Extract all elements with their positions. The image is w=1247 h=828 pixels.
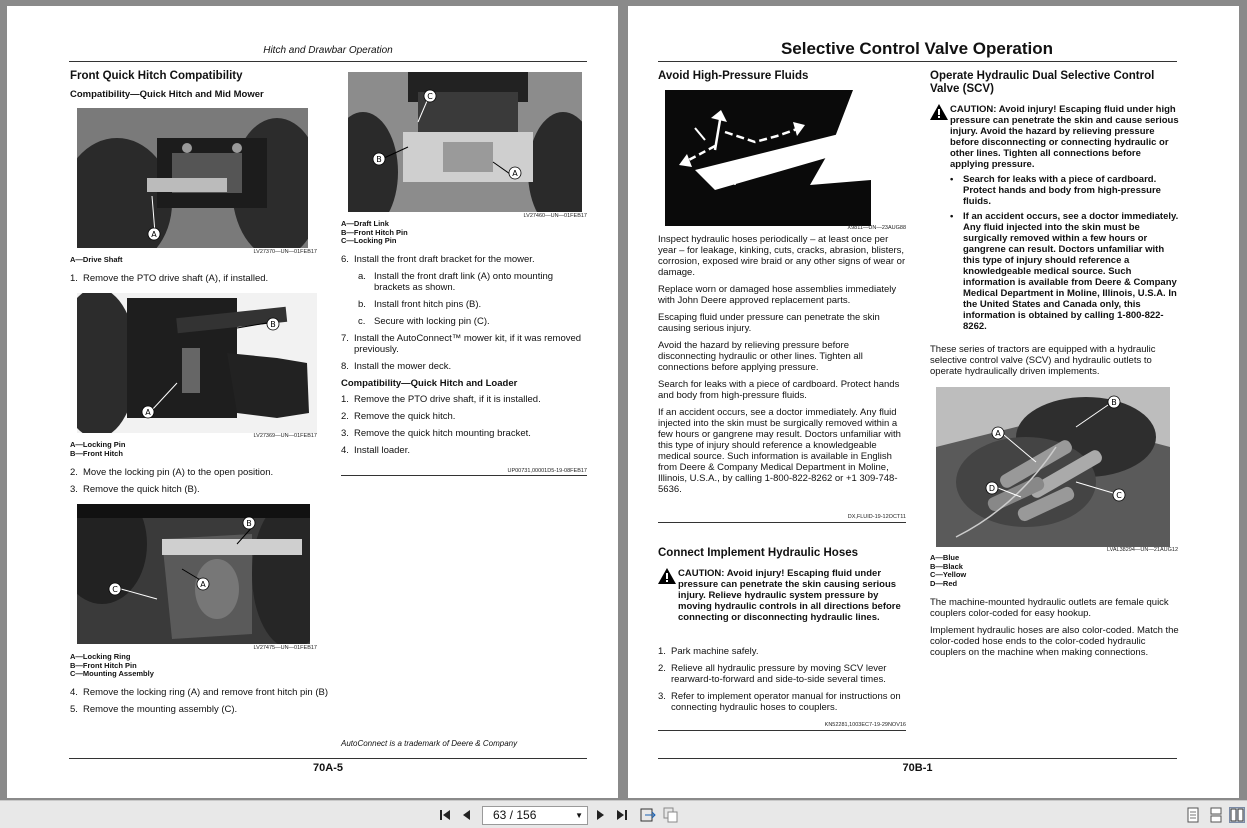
bullet-item: • If an accident occurs, see a doctor immediately. Any fluid injected into the skin must be surgically removed within a few hours or gangrene can result. Doctors unfamiliar with this type of injury should reference a knowledgeable medical source. Such information is available from Deere & Company Medical Department in Moline, Illinois, U.S.A. In the United States and Canada only, this information is obtained by calling 1-800-822-8262. [950, 211, 1179, 332]
step-number: 5. [70, 704, 78, 715]
reference-code: UP00731,00001D5-19-08FEB17 [507, 468, 587, 474]
bullet-item: • Search for leaks with a piece of cardboard. Protect hands and body from high-pressure fluids. [950, 174, 1180, 207]
reference-code: DX,FLUID-19-12OCT11 [847, 514, 906, 520]
section-title: Connect Implement Hydraulic Hoses [658, 547, 859, 559]
callout-a: A [151, 230, 157, 239]
callout-d: D [988, 484, 996, 493]
paragraph: These series of tractors are equipped with a hydraulic selective control valve (SCV) and hydraulic outlets to operate hydraulically driven implements. [930, 344, 1156, 377]
step-item [70, 273, 328, 284]
substeps-list [341, 271, 587, 327]
step-item [658, 691, 908, 713]
substep-item [358, 299, 587, 310]
paragraph: Avoid the hazard by relieving pressure before disconnecting hydraulic or other lines. Tighten all connections before applying pressure. [658, 340, 863, 373]
step-number: 4. [341, 445, 349, 456]
caption-line: B—Front Hitch Pin [341, 227, 408, 237]
step-number: 1. [341, 394, 349, 405]
step-text: Install the front draft bracket for the mower. [354, 254, 535, 265]
step-text: Remove the PTO drive shaft (A), if installed. [83, 273, 269, 284]
step-item [341, 428, 587, 439]
page-indicator[interactable] [482, 806, 588, 825]
step-number: 7. [341, 333, 349, 344]
drive-shaft-photo [77, 108, 308, 248]
step-text: Install the mower deck. [354, 361, 452, 372]
fit-page-icon [663, 807, 679, 823]
step-number: 6. [341, 254, 349, 265]
continuous-view-button[interactable] [1208, 807, 1224, 823]
section-title: Avoid High-Pressure Fluids [658, 70, 809, 82]
step-number: 4. [70, 687, 78, 698]
single-page-icon [1186, 807, 1200, 823]
step-number: 8. [341, 361, 349, 372]
continuous-page-icon [1209, 807, 1223, 823]
callout-a: A [200, 580, 206, 589]
figure-caption [930, 554, 1130, 588]
steps-list [70, 467, 328, 501]
prev-page-icon [460, 808, 474, 822]
caption-line: B—Front Hitch [70, 448, 123, 458]
figure-caption [341, 220, 541, 246]
step-item [70, 484, 328, 495]
coupler-paragraphs [930, 597, 1180, 664]
substep-text: Install front hitch pins (B). [374, 299, 482, 310]
caption-line: A—Draft Link [341, 219, 389, 228]
caption-line: B—Front Hitch Pin [70, 660, 137, 670]
step-text: Refer to implement operator manual for instructions on connecting hydraulic hoses to couplers. [671, 691, 901, 713]
page-number: 70B-1 [902, 762, 933, 774]
running-header: Hitch and Drawbar Operation [263, 45, 393, 56]
step-item [341, 445, 587, 456]
step-text: Install loader. [354, 445, 410, 456]
image-code: X9811—UN—23AUG88 [847, 225, 906, 231]
step-text: Remove the PTO drive shaft, if it is installed. [354, 394, 541, 405]
left-page [7, 6, 618, 798]
step-number: 2. [70, 467, 78, 478]
dropdown-caret-icon: ▼ [575, 811, 583, 820]
callout-a: A [995, 429, 1001, 438]
substep-item [358, 271, 587, 293]
section-rule [341, 475, 587, 476]
page-indicator-text: 63 / 156 [493, 808, 537, 822]
callout-b: B [1111, 398, 1117, 407]
step-number: 1. [70, 273, 78, 284]
section-title: Operate Hydraulic Dual Selective Control Valve (SCV) [930, 70, 1155, 95]
step-text: Move the locking pin (A) to the open position. [83, 467, 274, 478]
header-rule [658, 61, 1177, 62]
callout-c: C [112, 585, 118, 594]
callout-c: C [1116, 491, 1122, 500]
section-rule [658, 522, 906, 523]
step-item [341, 333, 587, 355]
trademark-note: AutoConnect is a trademark of Deere & Company [341, 739, 518, 748]
step-text: Remove the quick hitch. [354, 411, 456, 422]
caption-line: C—Locking Pin [341, 236, 397, 246]
step-item [341, 361, 587, 372]
bullet-text: Search for leaks with a piece of cardboard. Protect hands and body from high-pressure fluids. [963, 174, 1161, 207]
substep-letter: a. [358, 271, 366, 282]
figure-caption [70, 653, 270, 679]
next-page-icon [593, 808, 607, 822]
footer-rule [658, 758, 1177, 759]
callout-c: C [427, 92, 433, 101]
mounting-assembly-photo [77, 504, 310, 644]
page-number: 70A-5 [313, 762, 343, 774]
figure-caption [70, 441, 270, 458]
caption-line: A—Locking Ring [70, 652, 131, 661]
callout-a: A [145, 408, 151, 417]
step-text: Remove the locking ring (A) and remove front hitch pin (B) [83, 687, 328, 698]
step-number: 2. [658, 663, 666, 674]
next-page-button[interactable] [592, 807, 608, 823]
caption-line: C—Yellow [930, 570, 967, 580]
step-item [658, 663, 908, 685]
substep-letter: c. [358, 316, 366, 327]
fluid-paragraphs [658, 234, 908, 501]
step-item [70, 704, 328, 715]
step-number: 3. [658, 691, 666, 702]
footer-rule [69, 758, 587, 759]
right-page [628, 6, 1239, 798]
image-code: LVAL38294—UN—21AUG12 [1106, 547, 1178, 553]
single-page-view-button[interactable] [1185, 807, 1201, 823]
caution-bullets [950, 174, 1180, 332]
paragraph: Replace worn or damaged hose assemblies immediately with John Deere approved replacement parts. [658, 284, 897, 306]
caption-line: C—Mounting Assembly [70, 669, 154, 679]
high-pressure-fluid-illustration [665, 90, 871, 226]
two-page-view-button[interactable] [1229, 807, 1245, 823]
steps-list [341, 333, 587, 372]
caution-text: CAUTION: Avoid injury! Escaping fluid under pressure can penetrate the skin causing serious injury. Relieve hydraulic system pressure by moving hydraulic controls in all directions before connecting or disconnecting hydraulic lines. [678, 568, 901, 623]
caution-text: CAUTION: Avoid injury! Escaping fluid under high pressure can penetrate the skin and cause serious injury. Avoid the hazard by relieving pressure before disconnecting or connecting hydraulic or other lines. Tighten all connections before applying pressure. [950, 104, 1179, 170]
substep-item [358, 316, 587, 327]
caption-line: A—Blue [930, 553, 960, 562]
bullet-text: If an accident occurs, see a doctor immediately. Any fluid injected into the skin must be surgically removed within a few hours or gangrene can result. Doctors unfamiliar with this type of injury should reference a knowledgeable medical source. Such information is available from Deere & Company Medical Department in Moline, Illinois, U.S.A. In the United States and Canada only, this information is obtained by calling 1-800-822-8262. [963, 211, 1179, 332]
steps-list [70, 273, 328, 290]
warning-icon [930, 104, 950, 332]
caution-block [930, 104, 1180, 332]
substep-text: Secure with locking pin (C). [374, 316, 490, 327]
last-page-icon [615, 808, 629, 822]
first-page-icon [438, 808, 452, 822]
caption-line: B—Black [930, 561, 963, 571]
step-text: Install the AutoConnect™ mower kit, if it was removed previously. [354, 333, 582, 355]
paragraph: Escaping fluid under pressure can penetrate the skin causing serious injury. [658, 312, 880, 334]
subsection-title: Compatibility—Quick Hitch and Loader [341, 378, 518, 389]
step-item [341, 411, 587, 422]
page-title: Selective Control Valve Operation [780, 39, 1054, 58]
step-number: 2. [341, 411, 349, 422]
steps-list [341, 254, 587, 265]
caution-block [658, 568, 908, 623]
image-code: LV27475—UN—01FEB17 [253, 645, 317, 651]
fit-page-button[interactable] [663, 807, 679, 823]
paragraph: The machine-mounted hydraulic outlets are female quick couplers color-coded for easy hookup. [930, 597, 1169, 619]
image-code: LV27370—UN—01FEB17 [253, 249, 317, 255]
step-item [70, 687, 328, 698]
subsection-title: Compatibility—Quick Hitch and Mid Mower [70, 89, 264, 100]
hydraulic-couplers-photo [936, 387, 1170, 547]
fit-width-icon [640, 807, 656, 823]
callout-b: B [246, 519, 252, 528]
locking-pin-photo [77, 293, 317, 433]
step-item [658, 646, 908, 657]
step-number: 1. [658, 646, 666, 657]
substep-letter: b. [358, 299, 366, 310]
paragraph: Inspect hydraulic hoses periodically – at least once per year – for leakage, kinking, cuts, cracks, abrasion, blisters, corrosion, exposed wire braid or any other signs of wear or damage. [658, 234, 906, 278]
last-page-button[interactable] [614, 807, 630, 823]
step-number: 3. [70, 484, 78, 495]
paragraph: Implement hydraulic hoses are also color-coded. Match the color-coded hose ends to the color-coded hydraulic couplers on the machine when making connections. [930, 625, 1179, 658]
steps-block [341, 254, 587, 462]
callout-a: A [512, 169, 518, 178]
step-text: Remove the mounting assembly (C). [83, 704, 238, 715]
section-rule [658, 730, 906, 731]
paragraph: If an accident occurs, see a doctor immediately. Any fluid injected into the skin must be surgically removed within a few hours or gangrene may result. Doctors unfamiliar with this type of injury should reference a knowledgeable medical source. Such information is available in English from Deere & Company Medical Department in Moline, Illinois, U.S.A., by calling 1-800-822-8262 or +1 309-748-5636. [658, 407, 901, 495]
step-number: 3. [341, 428, 349, 439]
reference-code: KN52281,1003EC7-19-29NOV16 [824, 722, 906, 728]
caption-line: D—Red [930, 578, 958, 588]
step-item [341, 394, 587, 405]
step-item [341, 254, 587, 265]
warning-icon [658, 568, 678, 623]
viewer-toolbar [0, 800, 1247, 828]
steps-list [70, 687, 328, 721]
step-item [70, 467, 328, 478]
step-text: Remove the quick hitch mounting bracket. [354, 428, 531, 439]
steps-list [341, 394, 587, 456]
caption-line: A—Locking Pin [70, 440, 126, 449]
fit-width-button[interactable] [640, 807, 656, 823]
caption-line: A—Drive Shaft [70, 255, 123, 264]
first-page-button[interactable] [437, 807, 453, 823]
step-text: Remove the quick hitch (B). [83, 484, 200, 495]
callout-b: B [270, 320, 276, 329]
callout-b: B [376, 155, 382, 164]
steps-list [658, 646, 908, 719]
prev-page-button[interactable] [459, 807, 475, 823]
step-text: Park machine safely. [671, 646, 759, 657]
image-code: LV27369—UN—01FEB17 [253, 433, 317, 439]
paragraph: Search for leaks with a piece of cardboard. Protect hands and body from high-pressure fluids. [658, 379, 900, 401]
step-text: Relieve all hydraulic pressure by moving SCV lever rearward-to-forward and side-to-side several times. [671, 663, 887, 685]
header-rule [69, 61, 587, 62]
draft-link-photo [348, 72, 582, 212]
two-page-icon [1230, 808, 1244, 822]
section-title: Front Quick Hitch Compatibility [70, 70, 243, 82]
image-code: LV27460—UN—01FEB17 [523, 213, 587, 219]
figure-caption [70, 256, 270, 265]
substep-text: Install the front draft link (A) onto mounting brackets as shown. [374, 271, 554, 293]
